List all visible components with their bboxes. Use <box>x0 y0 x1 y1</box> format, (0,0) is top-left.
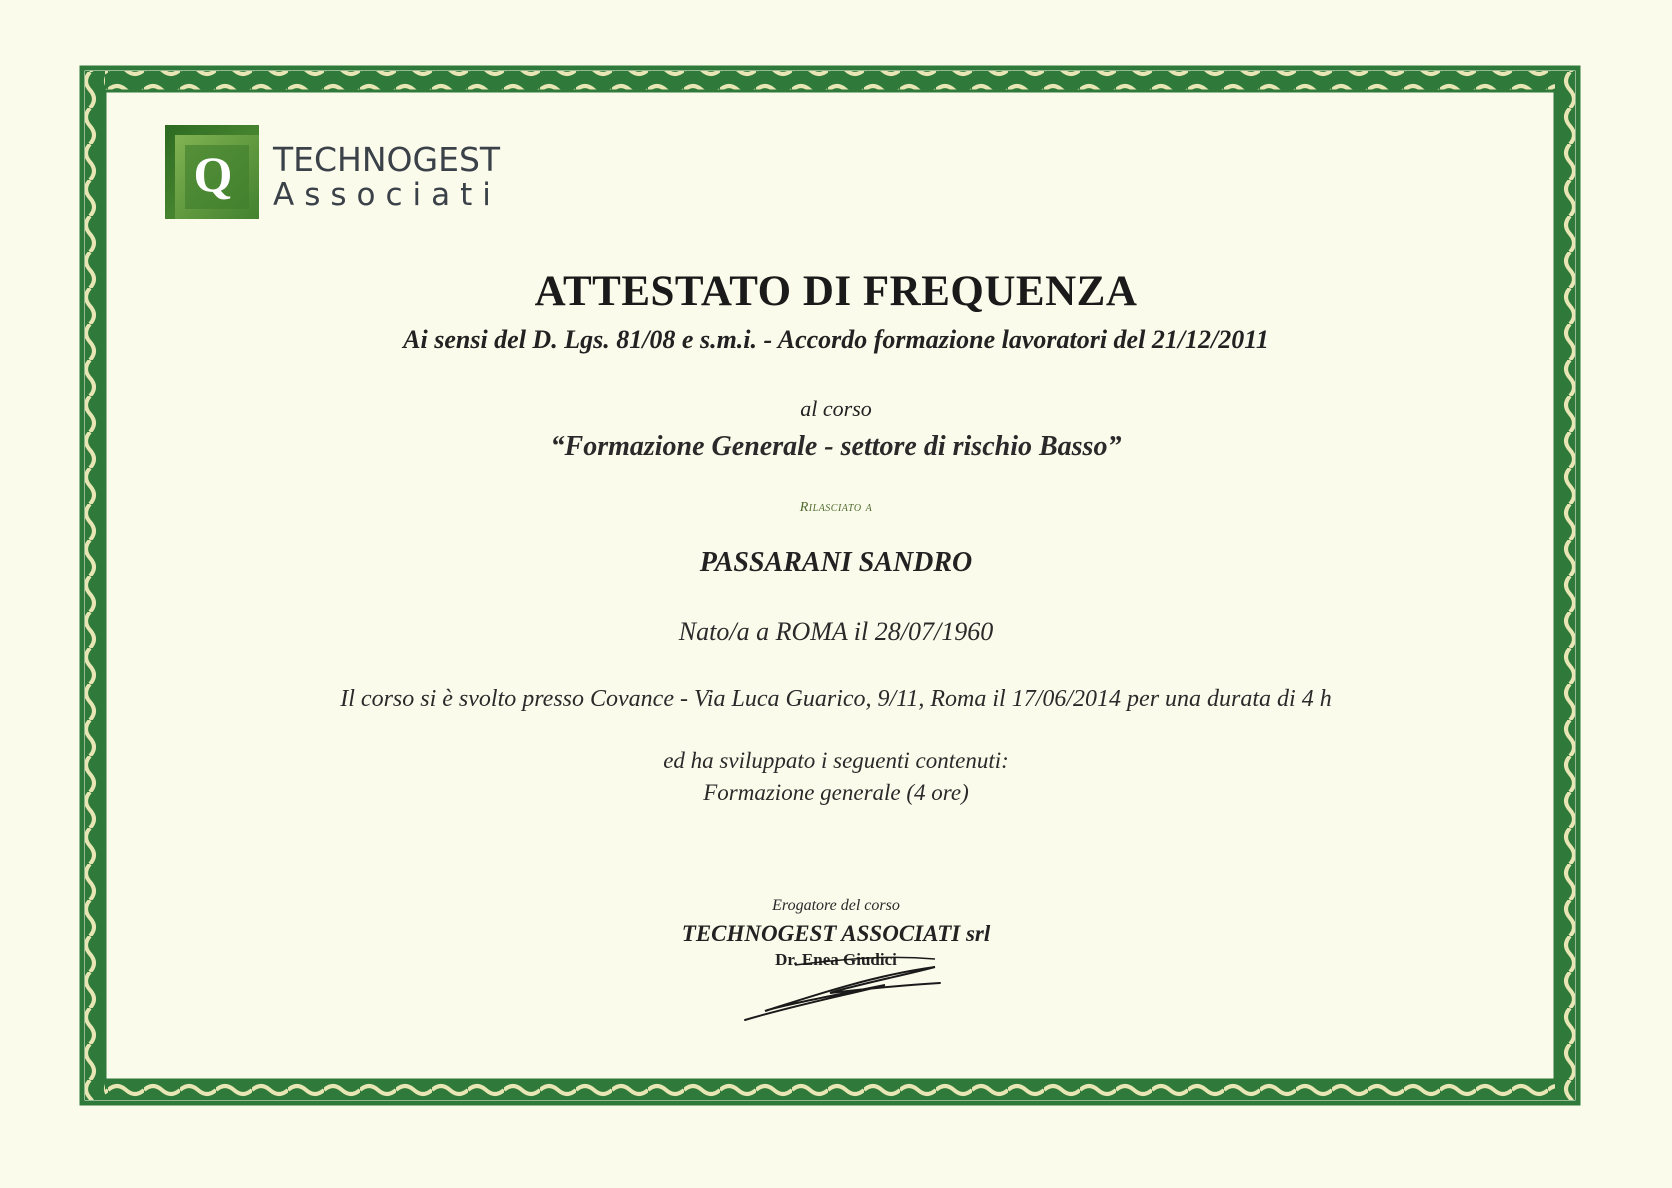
course-label: al corso <box>800 396 872 421</box>
certificate-title: ATTESTATO DI FREQUENZA <box>534 268 1138 315</box>
birth-info: Nato/a a ROMA il 28/07/1960 <box>678 617 994 646</box>
contents-item: Formazione generale (4 ore) <box>703 780 969 805</box>
course-name: “Formazione Generale - settore di rischio Basso” <box>550 431 1122 462</box>
issuer-label: Erogatore del corso <box>772 897 900 914</box>
issuer-doctor: Dr. Enea Giudici <box>775 950 897 969</box>
q-logo-icon <box>165 125 259 219</box>
course-location: Il corso si è svolto presso Covance - Via Luca Guarico, 9/11, Roma il 17/06/2014 per una durata di 4 h <box>340 686 1332 712</box>
issuer-company: TECHNOGEST ASSOCIATI srl <box>681 921 991 946</box>
company-logo <box>165 125 525 220</box>
logo-subtitle: Associati <box>273 177 501 213</box>
svg-text:Q: Q <box>193 146 233 202</box>
recipient-name: PASSARANI SANDRO <box>699 547 973 578</box>
issued-to-label: Rilasciato a <box>799 500 873 515</box>
logo-name: TECHNOGEST <box>273 140 501 179</box>
legal-reference: Ai sensi del D. Lgs. 81/08 e s.m.i. - Accordo formazione lavoratori del 21/12/2011 <box>403 325 1269 354</box>
signature-scribble <box>735 945 955 1025</box>
contents-intro: ed ha sviluppato i seguenti contenuti: <box>663 748 1009 773</box>
